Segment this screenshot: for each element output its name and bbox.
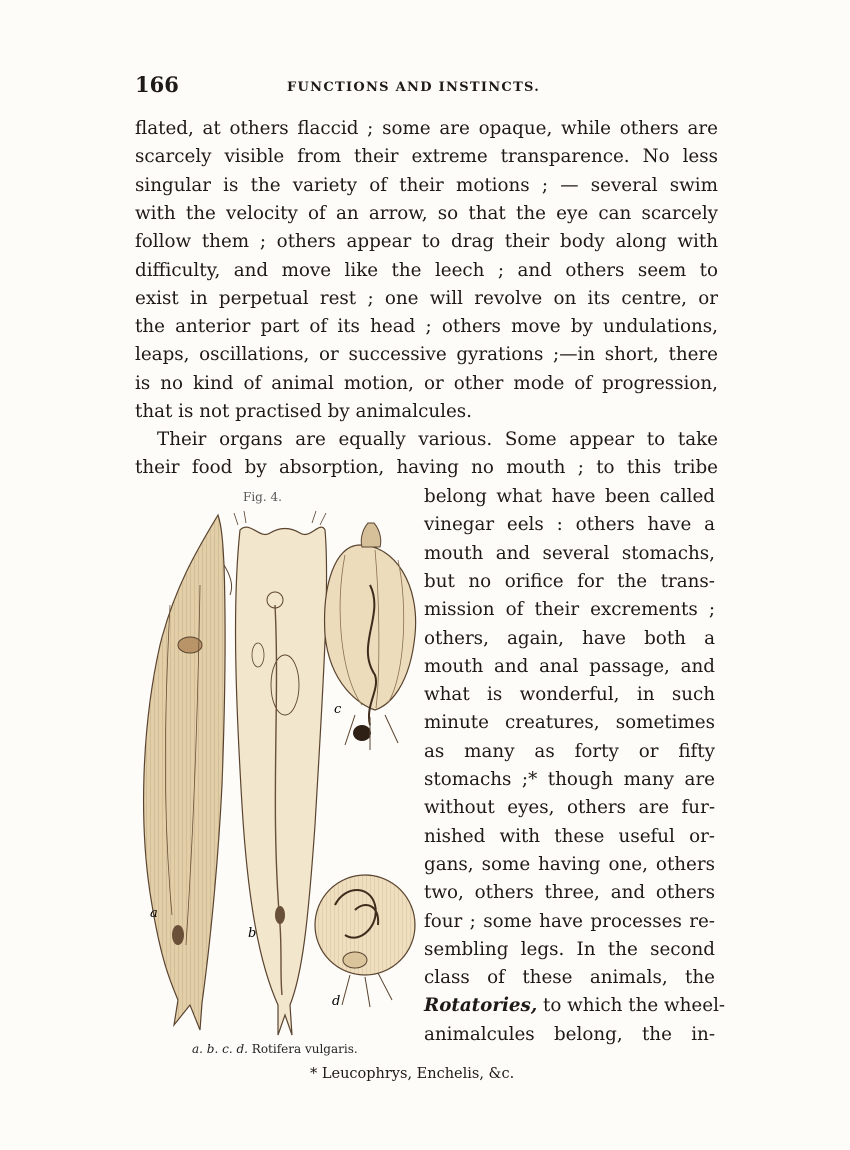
text-line: without eyes, others are fur- <box>424 797 715 819</box>
rotifer-illustration <box>130 505 425 1045</box>
page-number: 166 <box>135 72 179 97</box>
text-line: follow them ; others appear to drag their body along with <box>135 231 718 253</box>
text-line: stomachs ;* though many are <box>424 769 715 790</box>
text-line: animalcules belong, the in- <box>424 1023 715 1045</box>
text-line-rotatories: Rotatories, to which the wheel- <box>424 995 726 1017</box>
figure-label: Fig. 4. <box>243 490 282 504</box>
running-title: FUNCTIONS AND INSTINCTS. <box>287 80 541 95</box>
text-line: exist in perpetual rest ; one will revolve on its centre, or <box>135 287 718 309</box>
text-line: what is wonderful, in such <box>424 684 715 706</box>
specimen-a <box>144 515 232 1030</box>
text-line: as many as forty or fifty <box>424 740 715 762</box>
text-line: sembling legs. In the second <box>424 938 715 960</box>
text-line: with the velocity of an arrow, so that the eye can scarcely <box>135 202 718 224</box>
specimen-d <box>315 875 415 1007</box>
text-line: difficulty, and move like the leech ; and others seem to <box>135 259 718 281</box>
text-line: four ; some have processes re- <box>424 910 715 932</box>
text-line: mouth and several stomachs, <box>424 542 715 564</box>
letter-d: d <box>332 994 341 1009</box>
text-line: gans, some having one, others <box>424 853 715 875</box>
letter-a: a <box>150 906 158 921</box>
text-line: two, others three, and others <box>424 882 715 904</box>
text-line: vinegar eels : others have a <box>424 514 715 536</box>
page-header <box>135 72 720 100</box>
caption-name: Rotifera vulgaris. <box>251 1042 358 1056</box>
text-line: is no kind of animal motion, or other mode of progression, <box>135 372 718 394</box>
rotatories-term: Rotatories, <box>424 995 538 1017</box>
text-line: minute creatures, sometimes <box>424 712 715 734</box>
footnote: * Leucophrys, Enchelis, &c. <box>310 1066 515 1082</box>
text-line: the anterior part of its head ; others move by undulations, <box>135 316 718 338</box>
text-line: leaps, oscillations, or successive gyrations ;—in short, there <box>135 344 718 366</box>
text-line: mission of their excrements ; <box>424 599 715 621</box>
text-line: mouth and anal passage, and <box>424 655 715 677</box>
letter-c: c <box>334 702 342 717</box>
specimen-b <box>234 511 327 1035</box>
text-line: belong what have been called <box>424 486 715 507</box>
figure-caption <box>192 1042 358 1056</box>
text-line: scarcely visible from their extreme transparence. No less <box>135 146 718 168</box>
text-line: their food by absorption, having no mouth ; to this tribe <box>135 457 718 479</box>
text-line: class of these animals, the <box>424 967 715 989</box>
caption-letters: a. b. c. d. <box>192 1042 248 1056</box>
text-line: singular is the variety of their motions ; — several swim <box>135 174 718 196</box>
text-line: that is not practised by animalcules. <box>135 401 472 422</box>
letter-b: b <box>248 926 257 941</box>
text-line: flated, at others flaccid ; some are opaque, while others are <box>135 118 718 139</box>
text-line: Their organs are equally various. Some appear to take <box>157 429 718 450</box>
text-line: nished with these useful or- <box>424 825 715 847</box>
text-line: but no orifice for the trans- <box>424 570 715 592</box>
text-line: others, again, have both a <box>424 627 715 649</box>
